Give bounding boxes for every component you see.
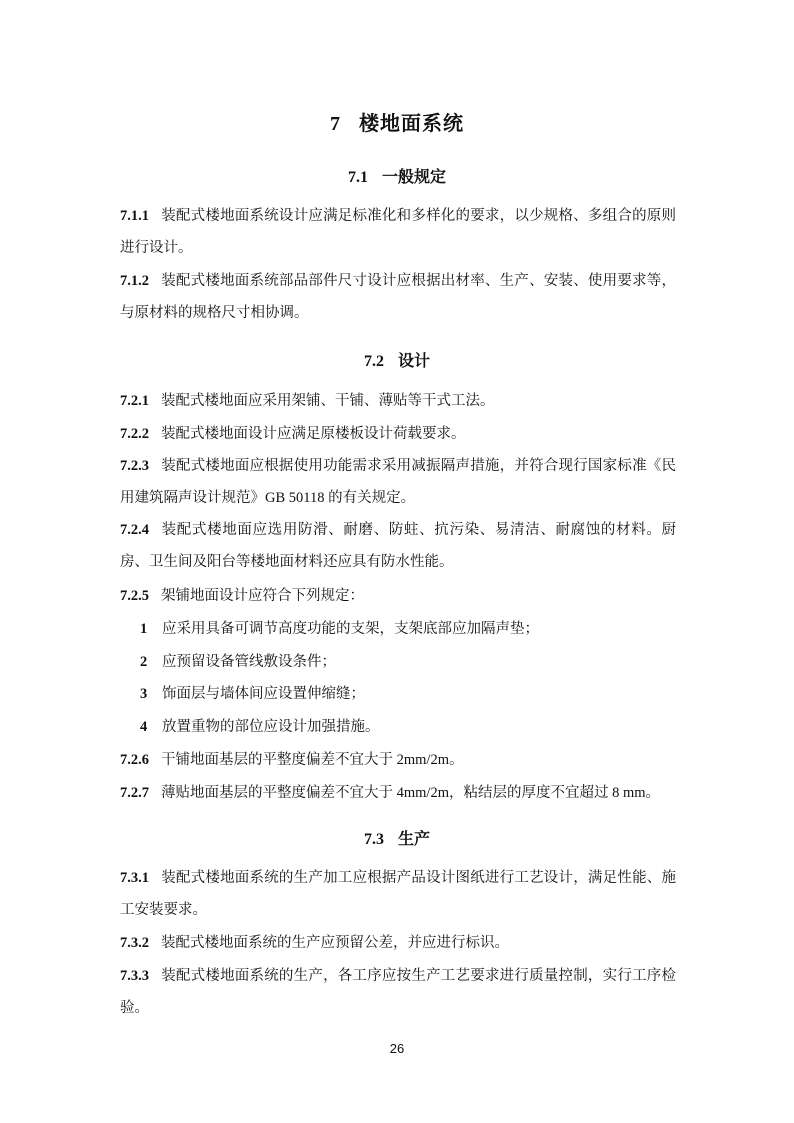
section-heading xyxy=(0,164,794,187)
clause-number: 7.2.4 xyxy=(120,522,149,538)
item-text: 应预留设备管线敷设条件； xyxy=(162,654,336,670)
item-number: 1 xyxy=(140,621,148,637)
clause-number: 7.2.6 xyxy=(120,752,149,768)
clause-text: 装配式楼地面应采用架铺、干铺、薄贴等干式工法。 xyxy=(161,393,495,409)
clause xyxy=(120,200,676,264)
clause xyxy=(120,580,676,612)
item-text: 放置重物的部位应设计加强措施。 xyxy=(162,719,380,735)
chapter-title-text: 楼地面系统 xyxy=(359,113,464,135)
clause-number: 7.2.2 xyxy=(120,426,149,442)
clause-text: 架铺地面设计应符合下列规定： xyxy=(161,588,364,604)
clause-text: 装配式楼地面应选用防滑、耐磨、防蛀、抗污染、易清洁、耐腐蚀的材料。厨房、卫生间及阳台等楼地面材料还应具有防水性能。 xyxy=(120,522,676,570)
list-item xyxy=(140,613,676,645)
item-text: 应采用具备可调节高度功能的支架，支架底部应加隔声垫； xyxy=(162,621,539,637)
item-text: 饰面层与墙体间应设置伸缩缝； xyxy=(162,686,365,702)
clause xyxy=(120,385,676,417)
clause-text: 装配式楼地面系统部品部件尺寸设计应根据出材率、生产、安装、使用要求等，与原材料的规格尺寸相协调。 xyxy=(120,273,676,321)
clause-number: 7.1.1 xyxy=(120,208,149,224)
section-title: 一般规定 xyxy=(381,169,446,186)
section-number: 7.1 xyxy=(347,169,368,186)
clause-number: 7.2.7 xyxy=(120,785,149,801)
item-number: 4 xyxy=(140,719,148,735)
clause-number: 7.1.2 xyxy=(120,273,149,289)
section-title: 生产 xyxy=(397,831,430,848)
section-heading xyxy=(0,826,794,849)
section-title: 设计 xyxy=(397,353,430,370)
clause-number: 7.3.2 xyxy=(120,935,149,951)
clause-text: 装配式楼地面系统的生产应预留公差，并应进行标识。 xyxy=(161,935,509,951)
clause-number: 7.2.1 xyxy=(120,393,149,409)
list-item xyxy=(140,646,676,678)
clause-text: 干铺地面基层的平整度偏差不宜大于 2mm/2m。 xyxy=(161,752,464,768)
item-number: 3 xyxy=(140,686,148,702)
clause-number: 7.2.3 xyxy=(120,458,149,474)
chapter-title xyxy=(0,107,794,136)
clause-number: 7.3.1 xyxy=(120,870,149,886)
clause-text: 装配式楼地面应根据使用功能需求采用减振隔声措施，并符合现行国家标准《民用建筑隔声设计规范》GB 50118 的有关规定。 xyxy=(120,458,676,506)
clause-text: 装配式楼地面系统设计应满足标准化和多样化的要求，以少规格、多组合的原则进行设计。 xyxy=(120,208,676,256)
clause-text: 薄贴地面基层的平整度偏差不宜大于 4mm/2m，粘结层的厚度不宜超过 8 mm。 xyxy=(161,785,661,801)
clause xyxy=(120,744,676,776)
clause xyxy=(120,862,676,926)
clause xyxy=(120,514,676,578)
clause xyxy=(120,960,676,1024)
section-number: 7.2 xyxy=(363,353,384,370)
clause-text: 装配式楼地面系统的生产加工应根据产品设计图纸进行工艺设计，满足性能、施工安装要求。 xyxy=(120,870,676,918)
clause xyxy=(120,418,676,450)
item-number: 2 xyxy=(140,654,148,670)
clause-text: 装配式楼地面系统的生产，各工序应按生产工艺要求进行质量控制，实行工序检验。 xyxy=(120,968,676,1016)
clause-number: 7.3.3 xyxy=(120,968,149,984)
clause xyxy=(120,927,676,959)
section-number: 7.3 xyxy=(363,831,384,848)
list-item xyxy=(140,711,676,743)
clause xyxy=(120,265,676,329)
clause xyxy=(120,777,676,809)
section-heading xyxy=(0,348,794,371)
chapter-number: 7 xyxy=(330,113,341,135)
clause-number: 7.2.5 xyxy=(120,588,149,604)
clause-text: 装配式楼地面设计应满足原楼板设计荷载要求。 xyxy=(161,426,466,442)
clause xyxy=(120,450,676,514)
list-item xyxy=(140,678,676,710)
page-number: 26 xyxy=(389,1041,405,1056)
